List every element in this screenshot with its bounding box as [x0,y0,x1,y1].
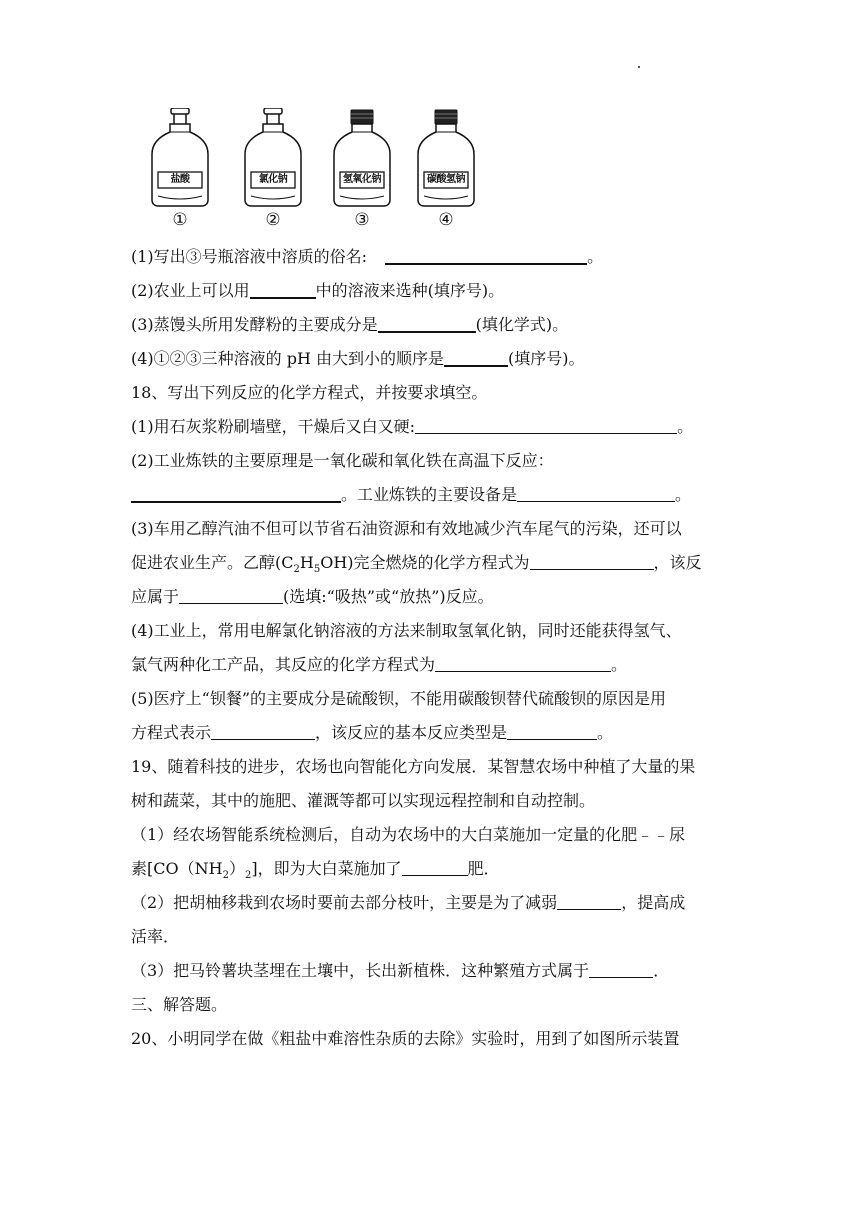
q18-part3-line2: 促进农业生产。乙醇$(C_2H_5OH)$完全燃烧的化学方程式为 ，该反 [131,553,702,576]
answer-blank[interactable] [211,723,315,740]
q18-part4-line1: (4)工业上，常用电解氯化钠溶液的方法来制取氢氧化钠，同时还能获得氢气、 [131,621,682,640]
q19-title-line1: 19、随着科技的进步，农场也向智能化方向发展．某智慧农场中种植了大量的果 [131,757,696,776]
q18-part2-line1: (2)工业炼铁的主要原理是一氧化碳和氧化铁在高温下反应： [131,451,554,470]
bottle-label: 氢氧化钠 [343,174,381,185]
answer-blank[interactable] [435,655,611,672]
section-heading: 三、解答题。 [131,995,228,1014]
answer-blank[interactable] [557,893,621,910]
q19-part2-line2: 活率． [131,927,180,946]
q18-part1: (1)用石灰浆粉刷墙壁，干燥后又白又硬: 。 [131,417,694,436]
q19-part2-line1: （2）把胡柚移栽到农场时要前去部分枝叶，主要是为了减弱 ，提高成 [131,893,686,912]
bottle-number: ④ [438,210,454,230]
answer-blank[interactable] [507,723,597,740]
q17-part2: (2)农业上可以用 中的溶液来选种(填序号)。 [131,281,505,300]
answer-blank[interactable] [402,859,468,876]
answer-blank[interactable] [589,961,653,978]
q17-part1: (1)写出③号瓶溶液中溶质的俗名: 。 [131,247,604,266]
q19-part1-line1: （1）经农场智能系统检测后，自动为农场中的大白菜施加一定量的化肥﹣﹣尿 [131,825,686,844]
answer-blank[interactable] [131,485,341,503]
q18-title: 18、写出下列反应的化学方程式，并按要求填空。 [131,383,488,402]
q18-part3-line1: (3)车用乙醇汽油不但可以节省石油资源和有效地减少汽车尾气的污染，还可以 [131,519,682,538]
bottle-1 [150,108,210,236]
q19-part1-line2: 素$[CO(NH_2)_2]$，即为大白菜施加了 肥． [131,859,500,882]
q18-part4-line2: 氯气两种化工产品，其反应的化学方程式为 。 [131,655,628,674]
bottle-number: ② [265,210,281,230]
answer-blank[interactable] [415,417,677,434]
answer-blank[interactable] [250,281,316,299]
bottle-label: 碳酸氢钠 [427,174,465,185]
bottle-label: 氯化钠 [258,174,288,185]
bottle-2 [243,108,303,236]
q17-part3: (3)蒸馒头所用发酵粉的主要成分是 (填化学式)。 [131,315,569,334]
reagent-bottles-figure [150,108,470,236]
answer-blank[interactable] [444,349,508,367]
answer-blank[interactable] [530,553,654,570]
q18-part2-line2: 。工业炼铁的主要设备是 。 [131,485,691,505]
bottle-3 [332,108,392,236]
bottle-number: ① [172,210,188,230]
bottle-4 [416,108,476,236]
q17-part4: (4)①②③三种溶液的 pH 由大到小的顺序是 (填序号)。 [131,349,585,368]
q18-part5-line2: 方程式表示 ，该反应的基本反应类型是 。 [131,723,614,742]
answer-blank[interactable] [378,315,476,333]
answer-blank[interactable] [517,485,675,502]
q19-part3: （3）把马铃薯块茎埋在土壤中，长出新植株．这种繁殖方式属于 ． [131,961,670,980]
answer-blank[interactable] [385,247,587,265]
bottle-number: ③ [354,210,370,230]
q18-part3-line3: 应属于 (选填:“吸热”或“放热”)反应。 [131,587,494,606]
q20-text: 20、小明同学在做《粗盐中难溶性杂质的去除》实验时，用到了如图所示装置 [131,1029,680,1048]
bottle-label: 盐酸 [170,174,190,185]
stray-dot [638,66,640,68]
answer-blank[interactable] [179,587,283,604]
q19-title-line2: 树和蔬菜，其中的施肥、灌溉等都可以实现远程控制和自动控制。 [131,791,596,810]
q18-part5-line1: (5)医疗上“钡餐”的主要成分是硫酸钡，不能用碳酸钡替代硫酸钡的原因是用 [131,689,667,708]
